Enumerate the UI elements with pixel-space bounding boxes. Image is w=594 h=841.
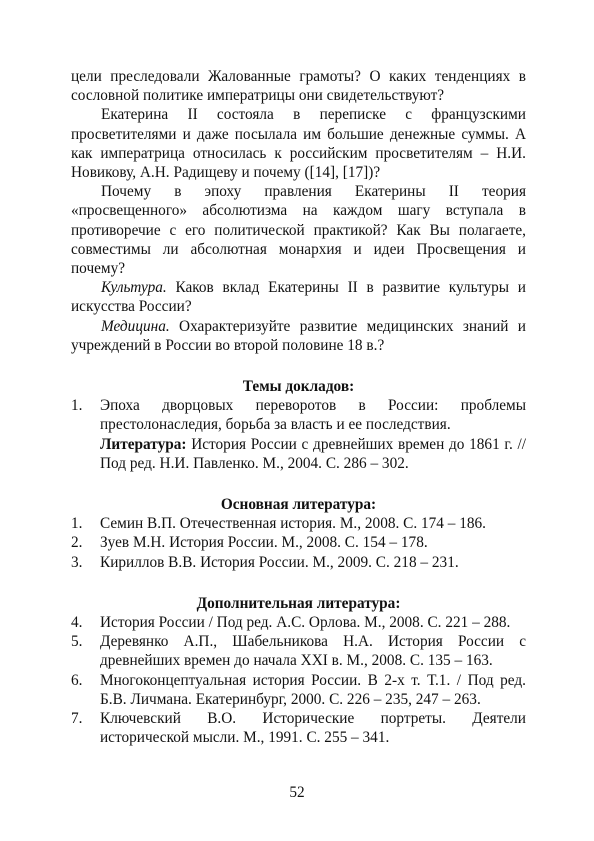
paragraph-3: Почему в эпоху правления Екатерины II теория «просвещенного» абсолютизма на каждом шагу вступала в противоречие с его политической практикой? Как Вы полагаете, совместимы ли абсолютная монархия и идеи Просвещения и почему? bbox=[71, 183, 526, 278]
topics-heading: Темы докладов: bbox=[242, 378, 355, 396]
paragraph-culture bbox=[71, 278, 526, 316]
extra-lit-heading: Дополнительная литература: bbox=[196, 594, 401, 612]
item-text: Зуев М.Н. История России. М., 2008. С. 154 – 178. bbox=[100, 534, 428, 552]
main-lit-list bbox=[71, 514, 526, 572]
paragraph-medicine bbox=[71, 317, 526, 355]
topic-number: 1. bbox=[71, 397, 83, 415]
item-text: Кириллов В.В. История России. М., 2009. С. 218 – 231. bbox=[100, 553, 459, 571]
topic-text: Эпоха дворцовых переворотов в России: проблемы престолонаследия, борьба за власть и ее последствия. bbox=[100, 397, 526, 434]
paragraph-1: цели преследовали Жалованные грамоты? О каких тенденциях в сословной политике императрицы они свидетельствуют? bbox=[71, 68, 526, 105]
list-item bbox=[71, 514, 526, 533]
item-text: Многоконцептуальная история России. В 2-х т. Т.1. / Под ред. Б.В. Личмана. Екатеринбург, 2000. С. 226 – 235, 247 – 263. bbox=[100, 671, 526, 708]
topic-lit-label: Литература: bbox=[100, 435, 187, 453]
culture-label: Культура. bbox=[101, 279, 167, 297]
list-item bbox=[71, 632, 526, 670]
item-number: 7. bbox=[71, 710, 83, 728]
item-number: 4. bbox=[71, 614, 83, 632]
topic-item bbox=[71, 396, 526, 473]
item-text: Деревянко А.П., Шабельникова Н.А. История России с древнейших времен до начала XXI в. М., 2008. С. 135 – 163. bbox=[100, 633, 526, 670]
item-number: 1. bbox=[71, 515, 83, 533]
culture-text: Каков вклад Екатерины II в развитие культуры и искусства России? bbox=[71, 279, 526, 316]
item-text: Ключевский В.О. Исторические портреты. Деятели исторической мысли. М., 1991. С. 255 – 341. bbox=[100, 710, 526, 747]
item-number: 6. bbox=[71, 671, 83, 689]
topics-list bbox=[71, 396, 526, 473]
topic-lit-text: История России с древнейших времен до 1861 г. // Под ред. Н.И. Павленко. М., 2004. С. 286 – 302. bbox=[100, 435, 526, 472]
page-number: 52 bbox=[289, 784, 305, 801]
main-lit-heading: Основная литература: bbox=[220, 496, 377, 514]
item-number: 3. bbox=[71, 553, 83, 571]
paragraph-2: Екатерина II состояла в переписке с французскими просветителями и даже посылала им большие денежные суммы. А как императрица относилась к российским просветителям – Н.И. Новикову, А.Н. Радищеву и почему ([14], [17])? bbox=[71, 106, 526, 182]
list-item bbox=[71, 553, 526, 572]
item-number: 5. bbox=[71, 633, 83, 651]
medicine-text: Охарактеризуйте развитие медицинских знаний и учреждений в России во второй половине 18 в.? bbox=[71, 317, 526, 354]
item-text: Семин В.П. Отечественная история. М., 2008. С. 174 – 186. bbox=[100, 515, 487, 533]
list-item bbox=[71, 533, 526, 552]
list-item bbox=[71, 671, 526, 709]
item-number: 2. bbox=[71, 534, 83, 552]
item-text: История России / Под ред. А.С. Орлова. М., 2008. С. 221 – 288. bbox=[100, 614, 511, 632]
page-content bbox=[71, 67, 526, 748]
list-item bbox=[71, 709, 526, 747]
medicine-label: Медицина. bbox=[101, 317, 170, 335]
topic-body bbox=[100, 396, 526, 473]
list-item bbox=[71, 613, 526, 632]
extra-lit-list bbox=[71, 613, 526, 747]
